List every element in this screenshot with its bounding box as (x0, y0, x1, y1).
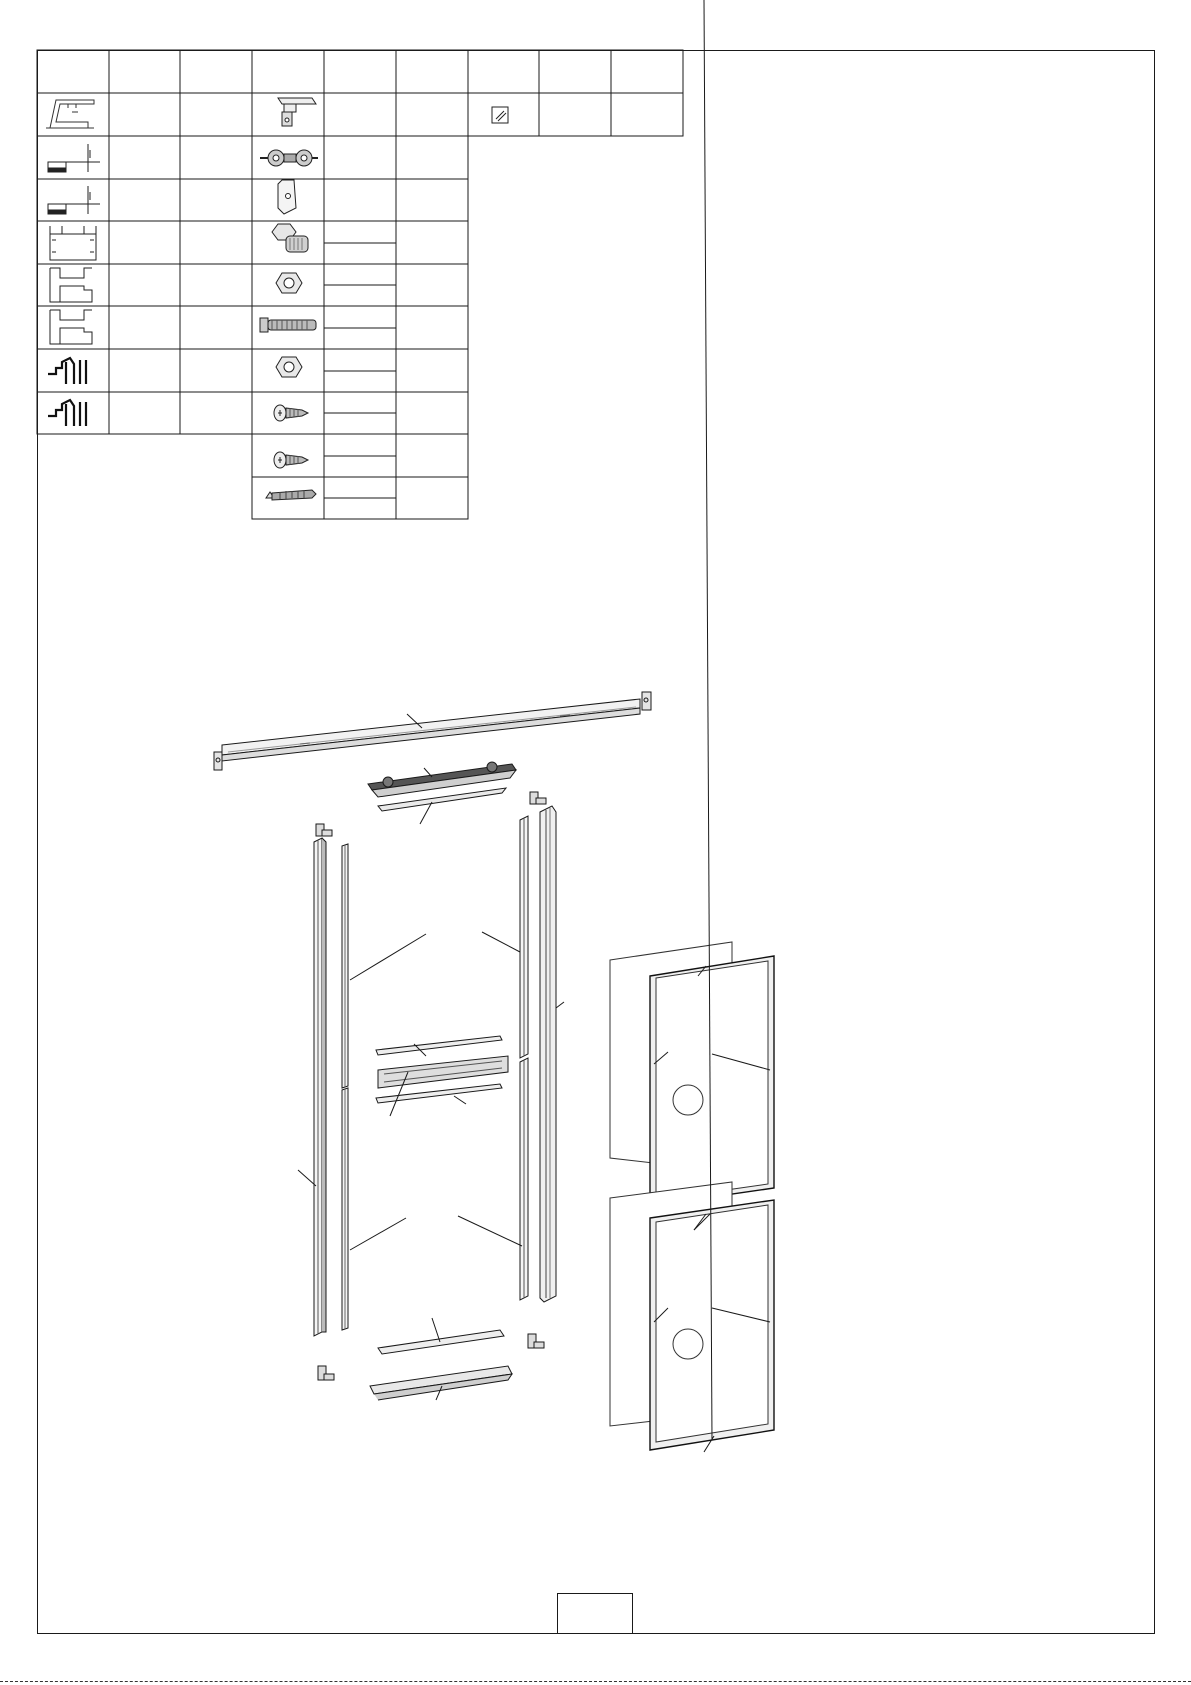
bottom-rail-inner (378, 1318, 504, 1354)
page-number-box (557, 1593, 633, 1634)
wall-anchor-icon (266, 490, 316, 500)
exploded-assembly (214, 0, 774, 1452)
pan-screw-icon (274, 452, 308, 468)
door-profile-icon-a (48, 144, 100, 172)
jamb-profile-icon-a (50, 226, 96, 260)
top-rail-profile-icon (46, 100, 94, 128)
roller-carriage-icon (260, 150, 318, 166)
corner-bracket-bottom-left (318, 1366, 334, 1380)
parts-table (37, 50, 683, 519)
jamb-profile-icon-c (50, 310, 92, 344)
middle-rail-lower (376, 1084, 502, 1103)
bottom-rail-outer (370, 1366, 512, 1400)
seal-profile-icon-a (48, 358, 86, 384)
left-jamb-inner-lower (342, 1088, 348, 1330)
seal-profile-icon-b (48, 400, 86, 426)
left-jamb-outer (314, 838, 326, 1336)
long-bolt-icon (260, 318, 316, 332)
jamb-profile-icon-b (50, 268, 92, 302)
corner-bracket-top-right (530, 792, 546, 804)
top-rail (214, 692, 651, 770)
middle-rail-upper (376, 1036, 502, 1055)
hex-nut-icon (276, 273, 302, 293)
cut-line (0, 1681, 1191, 1682)
right-jamb-outer (540, 806, 556, 1302)
right-jamb-inner-lower (520, 1058, 528, 1300)
upper-door-frame (650, 956, 774, 1206)
corner-bracket-top-left (316, 824, 332, 836)
glass-pane-icon (492, 107, 508, 123)
hanger-plate-icon (278, 180, 296, 214)
corner-bracket-bottom-right (528, 1334, 544, 1348)
top-carriage (368, 762, 516, 824)
pan-screw-icon (274, 405, 308, 421)
door-profile-icon-b (48, 186, 100, 214)
hex-nut-icon (276, 357, 302, 377)
right-jamb-inner-upper (520, 816, 528, 1058)
hex-bolt-icon (272, 224, 308, 252)
lower-door-frame (650, 0, 774, 1452)
middle-rail-main (378, 1056, 508, 1088)
left-jamb-inner-upper (342, 844, 348, 1088)
stopper-bracket-icon (278, 98, 316, 126)
